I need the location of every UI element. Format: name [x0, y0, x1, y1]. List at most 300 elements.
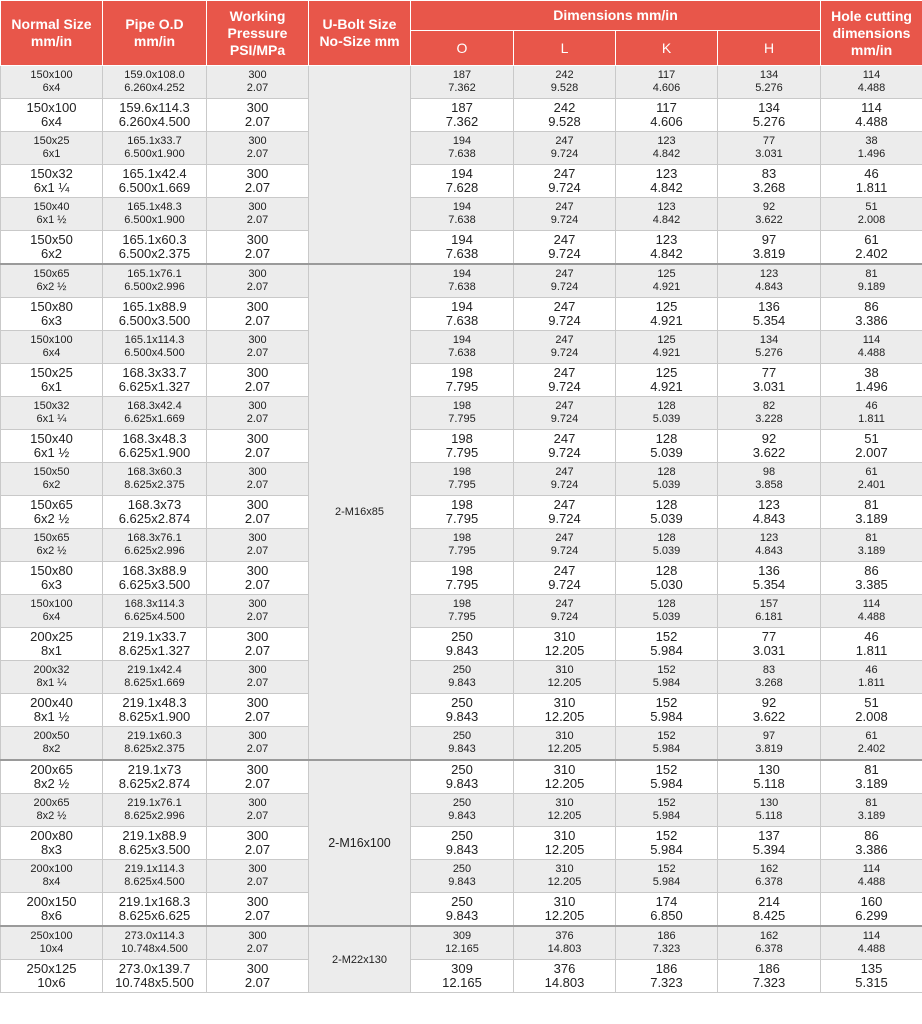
hole-cutting-cell [821, 298, 922, 331]
hole-cutting-mm: 46 [865, 663, 878, 676]
dim-o-cell [411, 760, 514, 794]
pipe-od-mm: 165.1x60.3 [122, 232, 187, 247]
dim-k-cell [616, 165, 718, 198]
pipe-od-cell [103, 231, 207, 265]
pipe-od-cell [103, 595, 207, 628]
working-pressure-in: 2.07 [244, 379, 271, 394]
dim-h-mm: 134 [759, 333, 779, 346]
hole-cutting-in: 4.488 [857, 347, 886, 359]
normal-size-cell [1, 893, 103, 927]
dim-l-mm: 310 [555, 796, 574, 809]
dim-h-in: 3.819 [755, 743, 783, 755]
dim-o-cell [411, 860, 514, 893]
dim-k-cell [616, 595, 718, 628]
hole-cutting-cell [821, 661, 922, 694]
dim-o-in: 7.362 [445, 114, 479, 129]
working-pressure-in: 2.07 [246, 214, 269, 226]
dim-k-in: 5.984 [652, 876, 681, 888]
dim-h-mm: 92 [761, 695, 777, 710]
dim-l-in: 9.724 [548, 445, 581, 460]
working-pressure-cell [207, 463, 309, 496]
pipe-od-mm: 165.1x42.4 [122, 166, 187, 181]
working-pressure-cell [207, 99, 309, 132]
working-pressure-cell [207, 165, 309, 198]
normal-size-cell [1, 529, 103, 562]
dim-l-mm: 247 [555, 333, 574, 346]
hole-cutting-cell [821, 364, 922, 397]
dim-h-mm: 82 [762, 399, 776, 412]
dim-k-in: 5.039 [652, 479, 681, 491]
dim-l-in: 12.205 [544, 842, 585, 857]
working-pressure-mm: 300 [248, 729, 267, 742]
working-pressure-cell [207, 430, 309, 463]
header-hole-cutting: Hole cutting dimensions mm/in [821, 1, 922, 66]
dim-o-cell [411, 628, 514, 661]
working-pressure-cell [207, 926, 309, 960]
dim-h-in: 3.031 [752, 379, 786, 394]
dim-h-in: 6.378 [755, 943, 783, 955]
hole-cutting-in: 3.189 [857, 810, 886, 822]
dim-o-in: 7.638 [448, 281, 476, 293]
working-pressure-mm: 300 [248, 929, 267, 942]
dim-o-mm: 198 [451, 497, 473, 512]
hole-cutting-mm: 61 [865, 729, 878, 742]
dim-k-in: 5.039 [652, 545, 681, 557]
table-row [1, 860, 922, 893]
normal-size-mm: 150x50 [33, 465, 70, 478]
dim-k-cell [616, 760, 718, 794]
dim-l-in: 9.724 [550, 545, 579, 557]
dim-l-mm: 247 [555, 267, 574, 280]
working-pressure-mm: 300 [248, 399, 267, 412]
dim-h-cell [718, 397, 821, 430]
dim-h-cell [718, 960, 821, 993]
normal-size-mm: 150x40 [33, 200, 70, 213]
dim-h-mm: 97 [761, 232, 777, 247]
dim-o-mm: 250 [451, 828, 473, 843]
working-pressure-in: 2.07 [246, 810, 269, 822]
normal-size-mm: 200x100 [30, 862, 73, 875]
dim-k-cell [616, 661, 718, 694]
dim-k-mm: 186 [655, 961, 678, 976]
working-pressure-cell [207, 960, 309, 993]
dim-o-mm: 194 [451, 166, 473, 181]
normal-size-mm: 150x32 [30, 166, 73, 181]
dim-k-cell [616, 926, 718, 960]
working-pressure-in: 2.07 [246, 413, 269, 425]
normal-size-cell [1, 926, 103, 960]
dim-l-cell [514, 496, 616, 529]
dim-l-in: 14.803 [544, 975, 585, 990]
dim-o-mm: 250 [452, 663, 472, 676]
pipe-od-in: 6.500x1.669 [118, 180, 191, 195]
dim-h-in: 3.228 [755, 413, 783, 425]
working-pressure-cell [207, 132, 309, 165]
table-row [1, 298, 922, 331]
table-row [1, 960, 922, 993]
dim-l-in: 9.724 [548, 180, 581, 195]
table-row [1, 264, 922, 298]
hole-cutting-in: 2.008 [855, 709, 888, 724]
dim-o-cell [411, 529, 514, 562]
dim-l-mm: 247 [555, 597, 574, 610]
dim-l-mm: 310 [553, 894, 576, 909]
hole-cutting-in: 4.488 [857, 943, 886, 955]
normal-size-mm: 150x65 [30, 497, 73, 512]
dim-k-in: 5.984 [650, 709, 683, 724]
dim-h-cell [718, 99, 821, 132]
dim-k-cell [616, 529, 718, 562]
dim-k-in: 4.842 [650, 246, 683, 261]
dim-o-cell [411, 66, 514, 99]
normal-size-cell [1, 298, 103, 331]
normal-size-mm: 200x80 [30, 828, 73, 843]
working-pressure-in: 2.07 [244, 313, 271, 328]
normal-size-cell [1, 331, 103, 364]
normal-size-in: 6x1 ¼ [36, 413, 67, 425]
working-pressure-mm: 300 [248, 200, 267, 213]
dim-o-mm: 250 [451, 695, 473, 710]
pipe-od-in: 6.500x1.900 [124, 214, 185, 226]
table-row [1, 760, 922, 794]
normal-size-cell [1, 661, 103, 694]
dim-k-in: 5.039 [650, 511, 683, 526]
hole-cutting-mm: 114 [861, 100, 882, 115]
hole-cutting-cell [821, 165, 922, 198]
hole-cutting-cell [821, 66, 922, 99]
dim-o-mm: 250 [452, 796, 472, 809]
working-pressure-in: 2.07 [246, 347, 269, 359]
hole-cutting-mm: 86 [864, 563, 879, 578]
pipe-od-cell [103, 893, 207, 927]
dim-h-cell [718, 66, 821, 99]
dim-l-cell [514, 529, 616, 562]
hole-cutting-mm: 81 [865, 531, 878, 544]
hole-cutting-cell [821, 860, 922, 893]
dim-k-cell [616, 694, 718, 727]
dim-h-in: 7.323 [752, 975, 786, 990]
dim-l-cell [514, 264, 616, 298]
working-pressure-cell [207, 727, 309, 761]
dim-k-mm: 186 [657, 929, 676, 942]
dim-h-in: 3.622 [752, 709, 786, 724]
table-row [1, 231, 922, 265]
normal-size-cell [1, 727, 103, 761]
normal-size-cell [1, 165, 103, 198]
table-row [1, 496, 922, 529]
hole-cutting-cell [821, 960, 922, 993]
dim-l-in: 12.205 [544, 643, 585, 658]
normal-size-in: 8x2 ½ [36, 810, 67, 822]
normal-size-cell [1, 562, 103, 595]
working-pressure-in: 2.07 [246, 611, 269, 623]
dim-k-in: 5.039 [650, 445, 683, 460]
dim-k-mm: 152 [655, 762, 678, 777]
dim-h-cell [718, 264, 821, 298]
dim-o-cell [411, 198, 514, 231]
working-pressure-mm: 300 [248, 267, 267, 280]
normal-size-mm: 150x100 [30, 333, 73, 346]
pipe-od-cell [103, 430, 207, 463]
table-row [1, 694, 922, 727]
table-row [1, 132, 922, 165]
dim-l-cell [514, 595, 616, 628]
dim-h-in: 5.354 [752, 577, 786, 592]
working-pressure-in: 2.07 [244, 114, 271, 129]
dim-l-cell [514, 926, 616, 960]
dim-o-in: 7.795 [448, 479, 476, 491]
normal-size-in: 6x3 [41, 313, 62, 328]
hole-cutting-in: 2.402 [857, 743, 886, 755]
dim-h-cell [718, 430, 821, 463]
normal-size-in: 10x4 [39, 943, 64, 955]
dim-h-mm: 77 [762, 134, 776, 147]
working-pressure-cell [207, 860, 309, 893]
dim-h-mm: 77 [761, 365, 777, 380]
working-pressure-mm: 300 [246, 563, 269, 578]
dim-h-in: 3.819 [752, 246, 786, 261]
dim-k-cell [616, 132, 718, 165]
working-pressure-in: 2.07 [246, 943, 269, 955]
dim-o-cell [411, 264, 514, 298]
hole-cutting-mm: 38 [865, 134, 878, 147]
dim-k-cell [616, 331, 718, 364]
working-pressure-in: 2.07 [244, 246, 271, 261]
table-row [1, 529, 922, 562]
hole-cutting-in: 4.488 [857, 876, 886, 888]
pipe-od-cell [103, 298, 207, 331]
table-row [1, 66, 922, 99]
pipe-od-mm: 219.1x33.7 [122, 629, 187, 644]
pipe-od-in: 6.625x1.327 [118, 379, 191, 394]
table-row [1, 397, 922, 430]
dim-l-in: 9.724 [550, 214, 579, 226]
working-pressure-in: 2.07 [246, 876, 269, 888]
dim-k-mm: 174 [655, 894, 678, 909]
dim-l-cell [514, 66, 616, 99]
dim-l-cell [514, 364, 616, 397]
dim-k-mm: 117 [657, 68, 676, 81]
hole-cutting-cell [821, 231, 922, 265]
dim-l-cell [514, 231, 616, 265]
dim-h-cell [718, 860, 821, 893]
dim-l-mm: 376 [555, 929, 574, 942]
dim-h-mm: 214 [758, 894, 780, 909]
pipe-od-mm: 168.3x114.3 [124, 597, 185, 610]
pipe-od-cell [103, 496, 207, 529]
pipe-od-mm: 168.3x76.1 [127, 531, 182, 544]
pipe-od-mm: 273.0x139.7 [118, 961, 191, 976]
dim-k-in: 5.984 [650, 643, 683, 658]
hole-cutting-in: 3.189 [855, 511, 888, 526]
normal-size-cell [1, 66, 103, 99]
dim-o-in: 7.638 [448, 347, 476, 359]
pipe-od-in: 8.625x6.625 [118, 908, 191, 923]
working-pressure-in: 2.07 [244, 842, 271, 857]
hole-cutting-cell [821, 562, 922, 595]
dim-k-mm: 152 [655, 695, 678, 710]
dim-o-cell [411, 926, 514, 960]
dim-o-in: 7.638 [448, 148, 476, 160]
dim-o-mm: 194 [452, 333, 472, 346]
dim-o-cell [411, 364, 514, 397]
hole-cutting-in: 3.189 [857, 545, 886, 557]
dim-k-cell [616, 496, 718, 529]
dim-k-mm: 128 [655, 431, 678, 446]
dim-l-mm: 247 [555, 465, 574, 478]
dim-k-in: 5.030 [650, 577, 683, 592]
dim-l-in: 9.724 [548, 577, 581, 592]
table-row [1, 463, 922, 496]
normal-size-cell [1, 628, 103, 661]
dim-o-cell [411, 727, 514, 761]
pipe-od-mm: 219.1x73 [127, 762, 182, 777]
dim-o-cell [411, 960, 514, 993]
dim-l-in: 14.803 [547, 943, 582, 955]
dim-l-cell [514, 893, 616, 927]
dim-o-mm: 187 [451, 100, 473, 115]
hole-cutting-cell [821, 430, 922, 463]
dim-k-cell [616, 463, 718, 496]
pipe-od-mm: 219.1x76.1 [127, 796, 182, 809]
hole-cutting-cell [821, 760, 922, 794]
dim-k-mm: 123 [655, 232, 678, 247]
hole-cutting-in: 4.488 [857, 82, 886, 94]
dim-o-mm: 194 [451, 232, 473, 247]
working-pressure-mm: 300 [246, 894, 269, 909]
dim-l-mm: 247 [553, 431, 576, 446]
working-pressure-mm: 300 [248, 862, 267, 875]
dim-h-in: 5.276 [752, 114, 786, 129]
ubolt-size-cell [309, 66, 411, 265]
dim-o-in: 7.795 [445, 379, 479, 394]
hole-cutting-mm: 81 [864, 762, 879, 777]
dim-l-mm: 310 [553, 629, 576, 644]
normal-size-mm: 150x100 [30, 597, 73, 610]
normal-size-mm: 150x25 [30, 365, 73, 380]
pipe-od-mm: 165.1x33.7 [127, 134, 182, 147]
dim-l-mm: 247 [553, 166, 576, 181]
dim-o-mm: 250 [452, 862, 472, 875]
dim-o-cell [411, 231, 514, 265]
working-pressure-mm: 300 [248, 465, 267, 478]
dim-l-mm: 310 [555, 729, 574, 742]
dim-o-in: 9.843 [445, 643, 479, 658]
dim-l-mm: 247 [553, 232, 576, 247]
working-pressure-in: 2.07 [246, 148, 269, 160]
dim-o-mm: 198 [452, 399, 472, 412]
hole-cutting-mm: 81 [865, 796, 878, 809]
normal-size-mm: 150x65 [33, 531, 70, 544]
hole-cutting-in: 6.299 [855, 908, 888, 923]
dim-k-mm: 123 [657, 200, 676, 213]
dim-l-cell [514, 628, 616, 661]
dim-h-mm: 130 [758, 762, 780, 777]
dim-k-mm: 117 [656, 100, 677, 115]
dim-o-mm: 250 [452, 729, 472, 742]
dim-l-in: 12.205 [547, 876, 582, 888]
hole-cutting-in: 1.811 [855, 180, 888, 195]
dim-o-cell [411, 893, 514, 927]
working-pressure-mm: 300 [248, 333, 267, 346]
dim-l-cell [514, 99, 616, 132]
normal-size-in: 8x2 ½ [33, 776, 70, 791]
working-pressure-mm: 300 [248, 597, 267, 610]
hole-cutting-in: 2.402 [855, 246, 888, 261]
ubolt-size-cell: 2-M16x85 [309, 264, 411, 760]
hole-cutting-in: 1.811 [855, 643, 888, 658]
dim-o-mm: 194 [452, 134, 472, 147]
dim-l-cell [514, 463, 616, 496]
pipe-od-mm: 219.1x168.3 [118, 894, 191, 909]
dim-k-in: 4.921 [650, 379, 683, 394]
dim-k-mm: 125 [657, 267, 676, 280]
normal-size-in: 6x4 [42, 82, 61, 94]
dim-k-in: 7.323 [650, 975, 683, 990]
dim-k-mm: 128 [657, 465, 676, 478]
dim-k-in: 4.606 [650, 114, 683, 129]
dim-k-in: 4.842 [652, 148, 681, 160]
working-pressure-in: 2.07 [244, 709, 271, 724]
normal-size-mm: 200x65 [33, 796, 70, 809]
dim-k-cell [616, 727, 718, 761]
pipe-od-mm: 168.3x42.4 [127, 399, 182, 412]
dim-k-cell [616, 960, 718, 993]
dim-h-cell [718, 595, 821, 628]
dim-l-in: 9.528 [550, 82, 579, 94]
hole-cutting-in: 3.386 [855, 313, 888, 328]
working-pressure-in: 2.07 [246, 545, 269, 557]
dim-l-cell [514, 562, 616, 595]
normal-size-mm: 250x100 [30, 929, 73, 942]
dim-k-in: 4.921 [650, 313, 683, 328]
pipe-od-cell [103, 331, 207, 364]
dim-l-cell [514, 298, 616, 331]
dim-h-mm: 98 [762, 465, 776, 478]
dim-l-mm: 247 [553, 365, 576, 380]
dim-l-mm: 376 [553, 961, 576, 976]
working-pressure-in: 2.07 [244, 445, 271, 460]
normal-size-cell [1, 794, 103, 827]
dim-l-cell [514, 794, 616, 827]
working-pressure-cell [207, 661, 309, 694]
hole-cutting-in: 2.401 [857, 479, 886, 491]
dim-o-cell [411, 661, 514, 694]
normal-size-in: 8x4 [42, 876, 61, 888]
normal-size-mm: 150x40 [30, 431, 73, 446]
dim-h-mm: 162 [759, 929, 779, 942]
table-row [1, 562, 922, 595]
dim-k-cell [616, 264, 718, 298]
dim-h-mm: 123 [758, 497, 780, 512]
pipe-od-in: 8.625x3.500 [118, 842, 191, 857]
dim-h-in: 3.622 [755, 214, 783, 226]
dim-h-in: 6.181 [755, 611, 783, 623]
working-pressure-cell [207, 66, 309, 99]
table-row [1, 661, 922, 694]
dim-o-cell [411, 99, 514, 132]
dim-h-cell [718, 529, 821, 562]
dim-o-mm: 250 [451, 894, 473, 909]
dim-l-mm: 310 [553, 695, 576, 710]
pipe-od-mm: 168.3x33.7 [122, 365, 187, 380]
dim-h-cell [718, 496, 821, 529]
dim-k-mm: 128 [657, 531, 676, 544]
dim-h-mm: 130 [759, 796, 779, 809]
dim-l-in: 9.724 [550, 347, 579, 359]
pipe-od-in: 8.625x2.874 [118, 776, 191, 791]
normal-size-in: 6x1 [41, 379, 62, 394]
